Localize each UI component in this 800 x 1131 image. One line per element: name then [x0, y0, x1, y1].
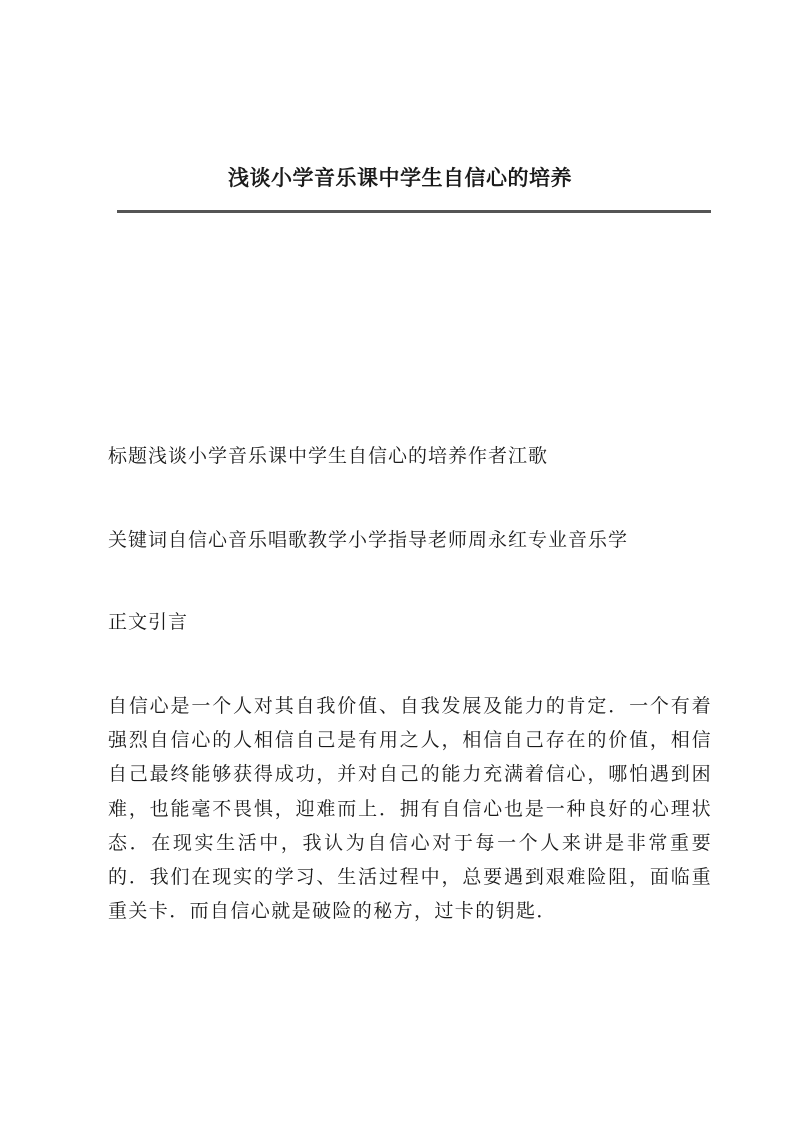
section-heading: 正文引言	[108, 611, 189, 633]
keywords-line: 关键词自信心音乐唱歌教学小学指导老师周永红专业音乐学	[108, 529, 629, 551]
page-title: 浅谈小学音乐课中学生自信心的培养	[228, 165, 572, 190]
meta-title-line: 标题浅谈小学音乐课中学生自信心的培养作者江歌	[108, 445, 549, 467]
body-paragraph: 自信心是一个人对其自我价值、自我发展及能力的肯定．一个有着强烈自信心的人相信自己是有用之人，相信自己存在的价值，相信自己最终能够获得成功，并对自己的能力充满着信心，哪怕遇到困难，也能毫不畏惧，迎难而上．拥有自信心也是一种良好的心理状态．在现实生活中，我认为自信心对于每一个人来讲是非常重要的．我们在现实的学习、生活过程中，总要遇到艰难险阻，面临重重关卡．而自信心就是破险的秘方，过卡的钥匙．	[108, 695, 712, 923]
title-underline	[117, 210, 711, 213]
